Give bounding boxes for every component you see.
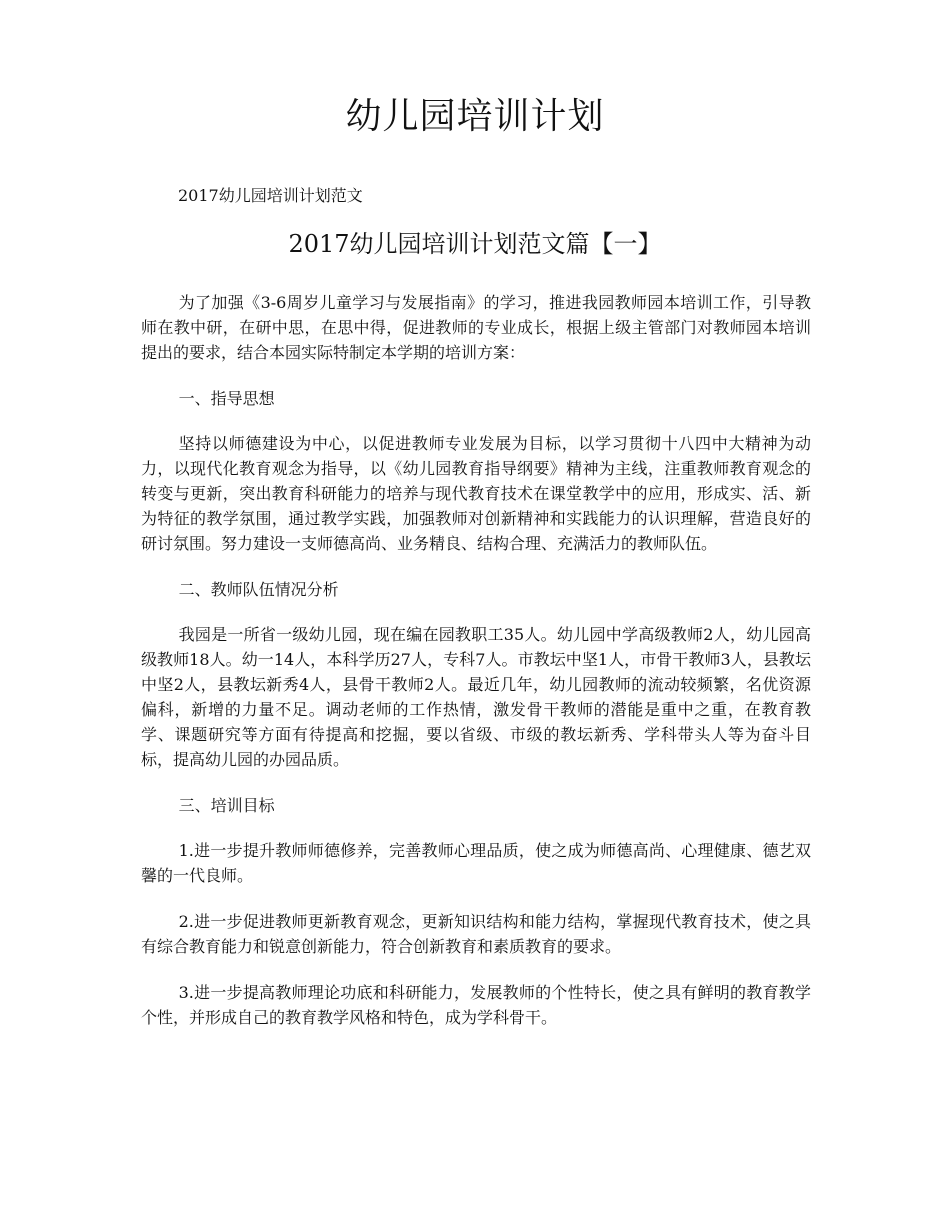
heading-training-goals: 三、培训目标 [178, 796, 275, 815]
goal-item-2: 2.进一步促进教师更新教育观念，更新知识结构和能力结构，掌握现代教育技术，使之具有综合教育能力和锐意创新能力，符合创新教育和素质教育的要求。 [141, 912, 811, 956]
document-subtitle: 2017幼儿园培训计划范文 [178, 186, 363, 205]
heading-staff-analysis: 二、教师队伍情况分析 [178, 580, 339, 599]
paragraph-guiding-ideology: 坚持以师德建设为中心，以促进教师专业发展为目标，以学习贯彻十八四中大精神为动力，以现代化教育观念为指导，以《幼儿园教育指导纲要》精神为主线，注重教师教育观念的转变与更新，突出教育科研能力的培养与现代教育技术在课堂教学中的应用，形成实、活、新为特征的教学氛围，通过教学实践，加强教师对创新精神和实践能力的认识理解，营造良好的研讨氛围。努力建设一支师德高尚、业务精良、结构合理、充满活力的教师队伍。 [141, 434, 811, 553]
goal-item-3: 3.进一步提高教师理论功底和科研能力，发展教师的个性特长，使之具有鲜明的教育教学个性，并形成自己的教育教学风格和特色，成为学科骨干。 [141, 983, 811, 1027]
heading-guiding-ideology: 一、指导思想 [178, 389, 275, 408]
section-heading: 2017幼儿园培训计划范文篇【一】 [288, 230, 662, 258]
intro-paragraph: 为了加强《3-6周岁儿童学习与发展指南》的学习，推进我园教师园本培训工作，引导教师在教中研，在研中思，在思中得，促进教师的专业成长，根据上级主管部门对教师园本培训提出的要求，结合本园实际特制定本学期的培训方案： [141, 293, 811, 362]
document-body [141, 290, 811, 1051]
goal-item-1: 1.进一步提升教师师德修养，完善教师心理品质，使之成为师德高尚、心理健康、德艺双馨的一代良师。 [141, 841, 811, 885]
document-title: 幼儿园培训计划 [345, 96, 605, 137]
paragraph-staff-analysis: 我园是一所省一级幼儿园，现在编在园教职工35人。幼儿园中学高级教师2人，幼儿园高级教师18人。幼一14人，本科学历27人，专科7人。市教坛中坚1人，市骨干教师3人，县教坛中坚2人，县教坛新秀4人，县骨干教师2人。最近几年，幼儿园教师的流动较频繁，名优资源偏科，新增的力量不足。调动老师的工作热情，激发骨干教师的潜能是重中之重，在教育教学、课题研究等方面有待提高和挖掘，要以省级、市级的教坛新秀、学科带头人等为奋斗目标，提高幼儿园的办园品质。 [141, 625, 811, 769]
